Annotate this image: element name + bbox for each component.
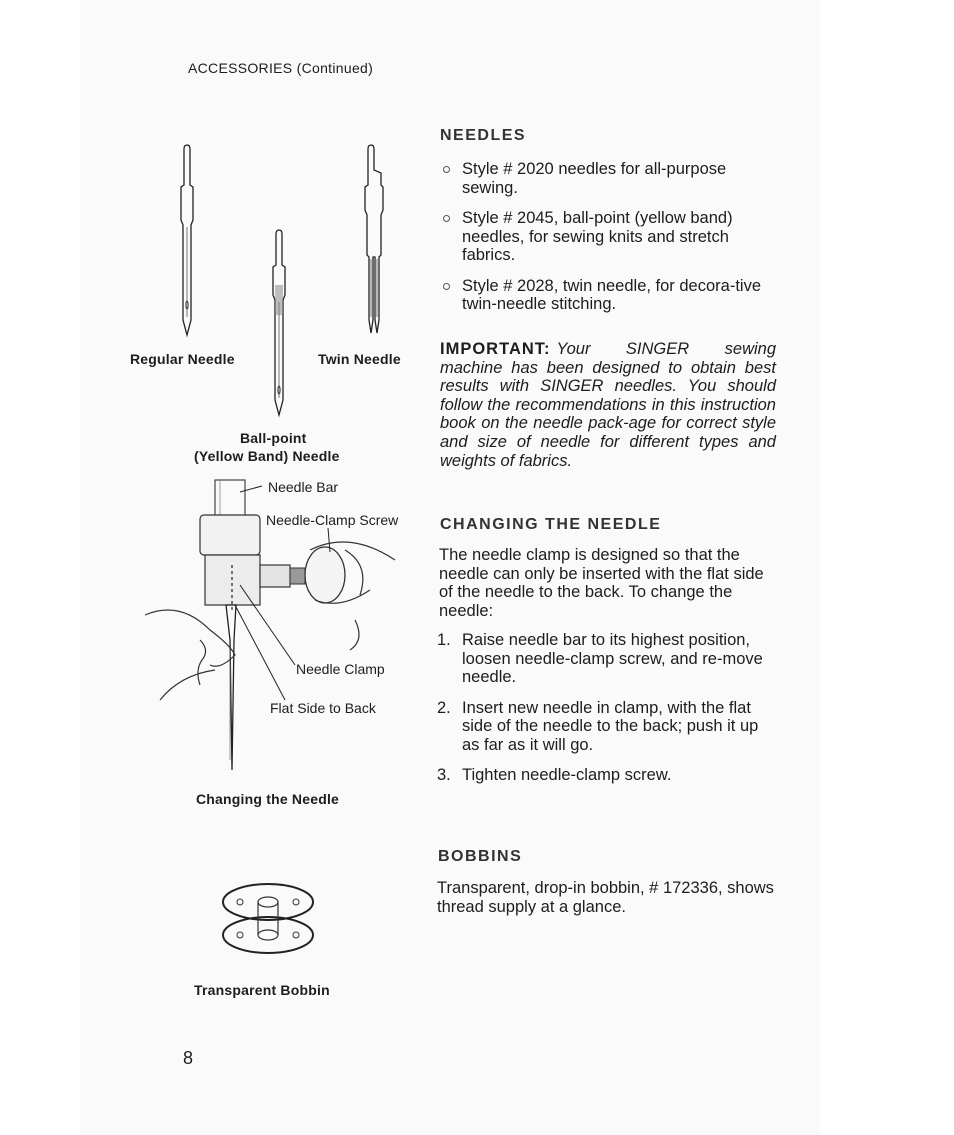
flat-side-label: Flat Side to Back <box>270 700 376 716</box>
important-label: IMPORTANT: <box>440 340 551 358</box>
page-header: ACCESSORIES (Continued) <box>188 60 374 76</box>
twin-needle-label: Twin Needle <box>318 351 401 367</box>
list-item: Style # 2028, twin needle, for decora-tive twin-needle stitching. <box>440 277 780 314</box>
page-number: 8 <box>183 1048 194 1068</box>
list-item: Style # 2045, ball-point (yellow band) needles, for sewing knits and stretch fabrics. <box>440 209 780 265</box>
twin-needle-illustration <box>360 145 394 340</box>
needles-list <box>440 160 780 326</box>
ballpoint-needle-label-line1: Ball-point <box>240 430 307 446</box>
bullet-icon <box>443 283 450 290</box>
bullet-icon <box>443 215 450 222</box>
regular-needle-illustration <box>176 145 200 340</box>
ballpoint-needle-label-line2: (Yellow Band) Needle <box>194 448 340 464</box>
bullet-icon <box>443 166 450 173</box>
bobbins-heading: BOBBINS <box>438 848 523 865</box>
ballpoint-needle-illustration <box>268 230 292 420</box>
bobbin-caption: Transparent Bobbin <box>194 982 330 998</box>
needle-clamp-label: Needle Clamp <box>296 661 385 677</box>
regular-needle-label: Regular Needle <box>130 351 235 367</box>
list-item: 3. Tighten needle-clamp screw. <box>437 766 672 784</box>
transparent-bobbin-illustration <box>218 880 318 960</box>
needle-bar-label: Needle Bar <box>268 479 339 495</box>
important-text: Your SINGER sewing machine has been designed to obtain best results with SINGER needles. You should follow the recommendations in this instruction book on the needle pack-age for correct style and size of needle for different types and weights of fabrics. <box>440 340 776 470</box>
needles-heading: NEEDLES <box>440 127 527 144</box>
needle-clamp-screw-label: Needle-Clamp Screw <box>266 512 399 528</box>
list-item: Style # 2020 needles for all-purpose sewing. <box>440 160 780 197</box>
changing-needle-heading: CHANGING THE NEEDLE <box>440 516 662 533</box>
changing-needle-intro: The needle clamp is designed so that the needle can only be inserted with the flat side of the needle to the back. To change the needle: <box>439 546 764 620</box>
changing-needle-steps <box>437 631 777 797</box>
important-note <box>440 340 776 470</box>
list-item: 1. Raise needle bar to its highest position, loosen needle-clamp screw, and re-move needle. <box>437 631 763 686</box>
changing-needle-caption: Changing the Needle <box>196 791 340 807</box>
list-item: 2. Insert new needle in clamp, with the flat side of the needle to the back; push it up as far as it will go. <box>437 698 759 754</box>
bobbins-text: Transparent, drop-in bobbin, # 172336, shows thread supply at a glance. <box>437 879 774 916</box>
